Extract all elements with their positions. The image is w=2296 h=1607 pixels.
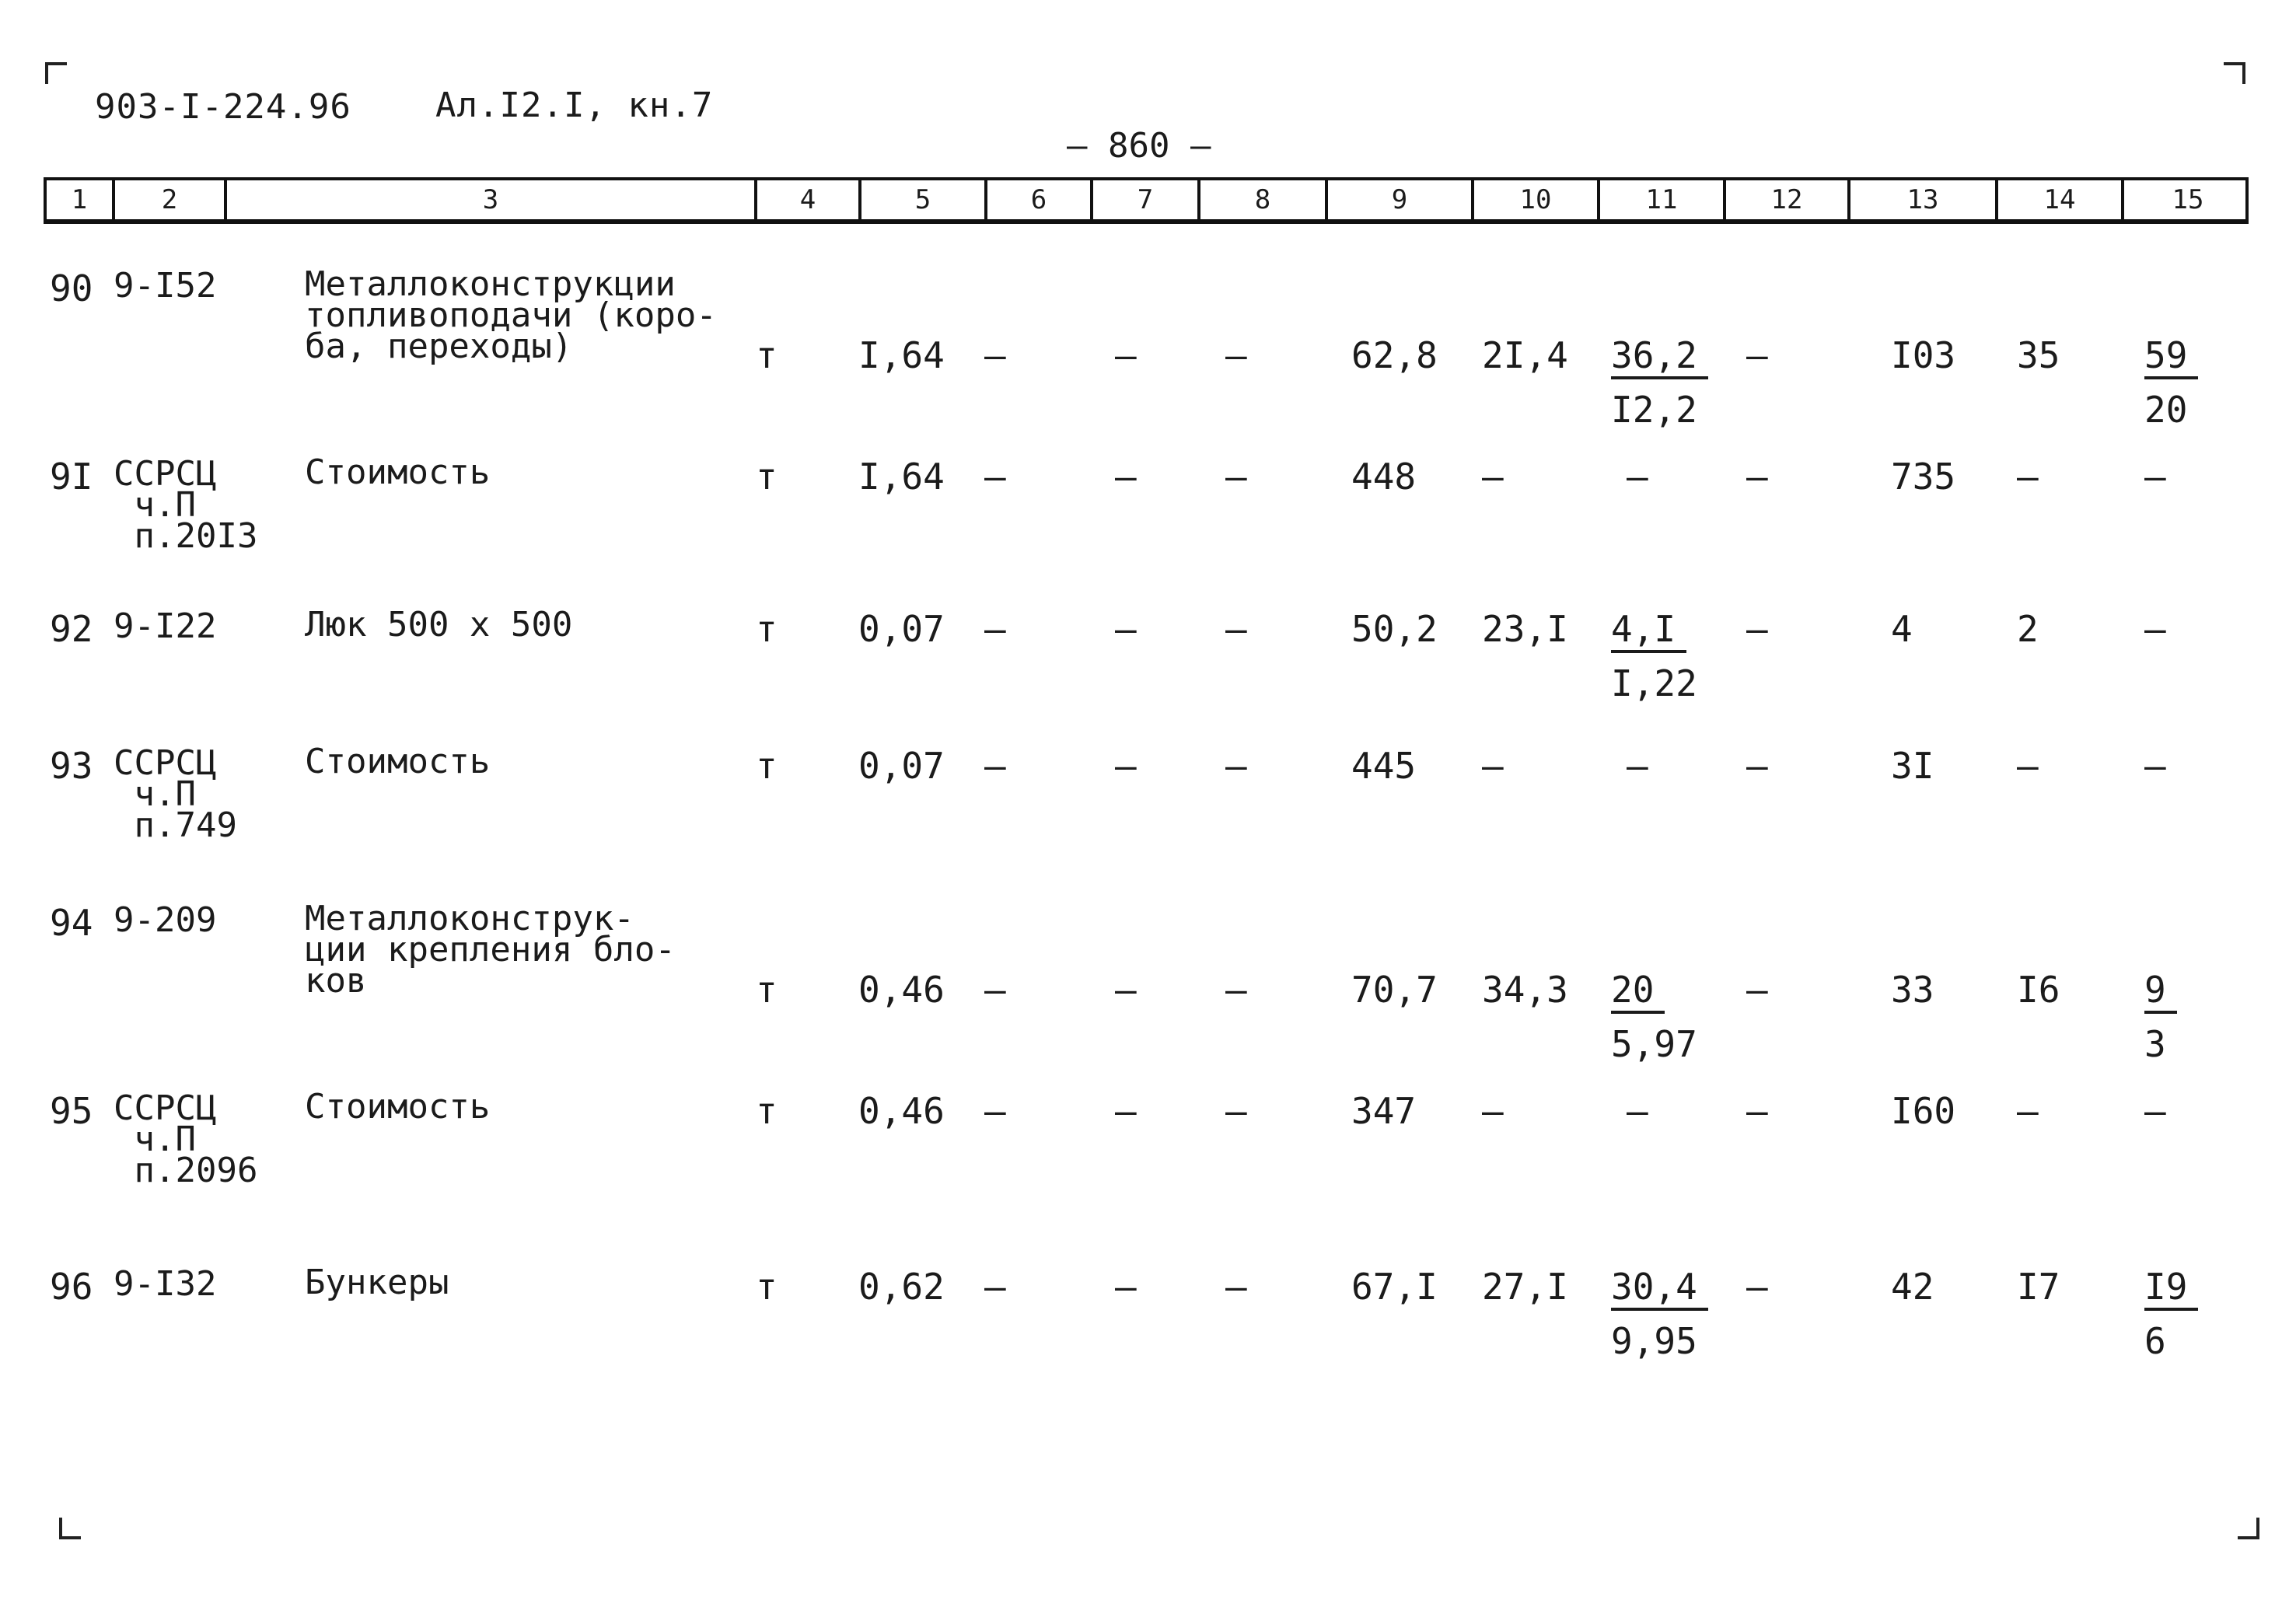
- row-col-6: –: [984, 334, 1006, 376]
- row-unit: т: [756, 456, 778, 498]
- corner-mark-bottom-right: [2238, 1518, 2259, 1539]
- row-unit: т: [756, 745, 778, 787]
- row-col-15: [2144, 1266, 2198, 1362]
- row-col-7: –: [1115, 456, 1137, 498]
- row-col-12: –: [1746, 456, 1768, 498]
- column-number-row: [44, 177, 2249, 224]
- row-col-11-denominator: 5,97: [1611, 1023, 1697, 1065]
- row-col-7: –: [1115, 334, 1137, 376]
- row-col-12: –: [1746, 969, 1768, 1011]
- row-col-9: 67,I: [1351, 1266, 1438, 1308]
- row-col-12: –: [1746, 1266, 1768, 1308]
- row-col-11-denominator: I2,2: [1611, 389, 1697, 431]
- column-number-1: 1: [71, 184, 88, 215]
- row-col-15-denominator: 20: [2144, 389, 2188, 431]
- row-col-9: 70,7: [1351, 969, 1438, 1011]
- row-col-14: I7: [2017, 1266, 2060, 1308]
- row-col-9: 448: [1351, 456, 1417, 498]
- row-col-11-numerator: 20: [1611, 972, 1665, 1014]
- row-col-15: –: [2144, 745, 2166, 787]
- row-number: 90: [50, 267, 93, 309]
- row-number: 95: [50, 1090, 93, 1132]
- row-col-7: –: [1115, 745, 1137, 787]
- row-unit: т: [756, 969, 778, 1011]
- row-unit: т: [756, 1090, 778, 1132]
- column-number-6: 6: [984, 180, 1090, 219]
- row-col-5: 0,07: [858, 608, 945, 650]
- row-col-10: –: [1482, 1090, 1504, 1132]
- row-description: Бункеры: [305, 1263, 449, 1302]
- row-col-8: –: [1225, 456, 1247, 498]
- row-col-10: 27,I: [1482, 1266, 1568, 1308]
- row-col-9: 445: [1351, 745, 1417, 787]
- document-code: 903-I-224.96: [95, 87, 351, 127]
- row-col-6: –: [984, 745, 1006, 787]
- row-col-11-numerator: 4,I: [1611, 611, 1686, 653]
- column-number-9: 9: [1325, 180, 1471, 219]
- row-col-5: I,64: [858, 334, 945, 376]
- row-col-9: 347: [1351, 1090, 1417, 1132]
- row-col-7: –: [1115, 608, 1137, 650]
- row-code: 9-I32: [114, 1264, 217, 1304]
- row-description: Металлоконструк- ции крепления бло- ков: [305, 899, 676, 1001]
- row-col-13: I03: [1891, 334, 1956, 376]
- row-code: 9-I22: [114, 606, 217, 646]
- column-number-14: 14: [1995, 180, 2121, 219]
- row-description: Металлоконструкции топливоподачи (коро- ба, переходы): [305, 264, 717, 366]
- row-col-8: –: [1225, 608, 1247, 650]
- column-number-11: 11: [1597, 180, 1723, 219]
- row-col-15-numerator: 9: [2144, 972, 2177, 1014]
- row-col-15: [2144, 334, 2198, 431]
- column-number-10: 10: [1471, 180, 1597, 219]
- row-col-11: –: [1627, 745, 1648, 787]
- row-col-7: –: [1115, 969, 1137, 1011]
- row-col-13: 735: [1891, 456, 1956, 498]
- column-number-5: 5: [858, 180, 984, 219]
- row-unit: т: [756, 608, 778, 650]
- row-col-11: [1611, 608, 1697, 704]
- row-col-14: 2: [2017, 608, 2039, 650]
- row-code: ССРСЦ ч.П п.749: [114, 743, 237, 845]
- column-number-2: 2: [112, 180, 224, 219]
- row-number: 92: [50, 608, 93, 650]
- row-col-10: –: [1482, 456, 1504, 498]
- row-col-8: –: [1225, 969, 1247, 1011]
- column-number-4: 4: [754, 180, 858, 219]
- row-number: 94: [50, 902, 93, 944]
- row-col-11-denominator: 9,95: [1611, 1320, 1697, 1362]
- row-code: ССРСЦ ч.П п.2096: [114, 1088, 258, 1190]
- row-col-12: –: [1746, 745, 1768, 787]
- row-col-11-denominator: I,22: [1611, 662, 1697, 704]
- row-col-5: 0,62: [858, 1266, 945, 1308]
- corner-mark-top-right: [2224, 62, 2245, 84]
- row-col-15: [2144, 969, 2177, 1065]
- row-col-9: 50,2: [1351, 608, 1438, 650]
- row-col-11: [1611, 334, 1708, 431]
- column-number-12: 12: [1723, 180, 1847, 219]
- row-col-7: –: [1115, 1090, 1137, 1132]
- row-col-8: –: [1225, 745, 1247, 787]
- row-col-7: –: [1115, 1266, 1137, 1308]
- row-col-11: –: [1627, 456, 1648, 498]
- row-number: 93: [50, 745, 93, 787]
- row-col-13: 4: [1891, 608, 1913, 650]
- row-col-15: –: [2144, 456, 2166, 498]
- column-number-3: 3: [224, 180, 754, 219]
- row-code: ССРСЦ ч.П п.20I3: [114, 454, 258, 556]
- row-description: Стоимость: [305, 742, 491, 781]
- row-col-14: –: [2017, 456, 2039, 498]
- row-col-12: –: [1746, 334, 1768, 376]
- row-col-13: 42: [1891, 1266, 1934, 1308]
- row-col-11: –: [1627, 1090, 1648, 1132]
- row-col-12: –: [1746, 1090, 1768, 1132]
- row-unit: т: [756, 334, 778, 376]
- row-col-10: –: [1482, 745, 1504, 787]
- row-col-15-denominator: 6: [2144, 1320, 2166, 1362]
- column-number-8: 8: [1197, 180, 1325, 219]
- row-col-10: 2I,4: [1482, 334, 1568, 376]
- row-col-14: –: [2017, 1090, 2039, 1132]
- row-col-8: –: [1225, 1090, 1247, 1132]
- row-col-5: 0,46: [858, 1090, 945, 1132]
- row-col-14: –: [2017, 745, 2039, 787]
- row-col-6: –: [984, 456, 1006, 498]
- row-description: Стоимость: [305, 452, 491, 492]
- row-col-11-numerator: 30,4: [1611, 1269, 1708, 1311]
- row-number: 96: [50, 1266, 93, 1308]
- row-col-12: –: [1746, 608, 1768, 650]
- row-col-15-denominator: 3: [2144, 1023, 2166, 1065]
- row-col-5: 0,07: [858, 745, 945, 787]
- row-col-6: –: [984, 608, 1006, 650]
- row-description: Стоимость: [305, 1087, 491, 1127]
- row-col-11-numerator: 36,2: [1611, 337, 1708, 379]
- row-col-10: 34,3: [1482, 969, 1568, 1011]
- row-col-15-numerator: I9: [2144, 1269, 2198, 1311]
- row-col-10: 23,I: [1482, 608, 1568, 650]
- corner-mark-bottom-left: [59, 1518, 81, 1539]
- row-col-11: [1611, 1266, 1708, 1362]
- row-col-13: 33: [1891, 969, 1934, 1011]
- row-col-6: –: [984, 1266, 1006, 1308]
- row-col-15: –: [2144, 1090, 2166, 1132]
- column-number-13: 13: [1847, 180, 1995, 219]
- row-unit: т: [756, 1266, 778, 1308]
- row-col-9: 62,8: [1351, 334, 1438, 376]
- row-col-15: –: [2144, 608, 2166, 650]
- row-number: 9I: [50, 456, 93, 498]
- row-col-8: –: [1225, 334, 1247, 376]
- row-col-11: [1611, 969, 1697, 1065]
- column-number-7: 7: [1090, 180, 1197, 219]
- row-col-13: I60: [1891, 1090, 1956, 1132]
- corner-mark-top-left: [45, 62, 67, 84]
- row-col-14: I6: [2017, 969, 2060, 1011]
- row-col-5: I,64: [858, 456, 945, 498]
- row-col-8: –: [1225, 1266, 1247, 1308]
- row-col-6: –: [984, 1090, 1006, 1132]
- row-col-13: 3I: [1891, 745, 1934, 787]
- row-description: Люк 500 х 500: [305, 605, 573, 645]
- row-col-15-numerator: 59: [2144, 337, 2198, 379]
- row-col-14: 35: [2017, 334, 2060, 376]
- album-reference: Ал.I2.I, кн.7: [435, 86, 714, 125]
- row-code: 9-I52: [114, 266, 217, 306]
- row-col-5: 0,46: [858, 969, 945, 1011]
- row-code: 9-209: [114, 900, 217, 940]
- row-col-6: –: [984, 969, 1006, 1011]
- column-number-15: 15: [2121, 180, 2252, 219]
- page-number: — 860 —: [1067, 126, 1211, 166]
